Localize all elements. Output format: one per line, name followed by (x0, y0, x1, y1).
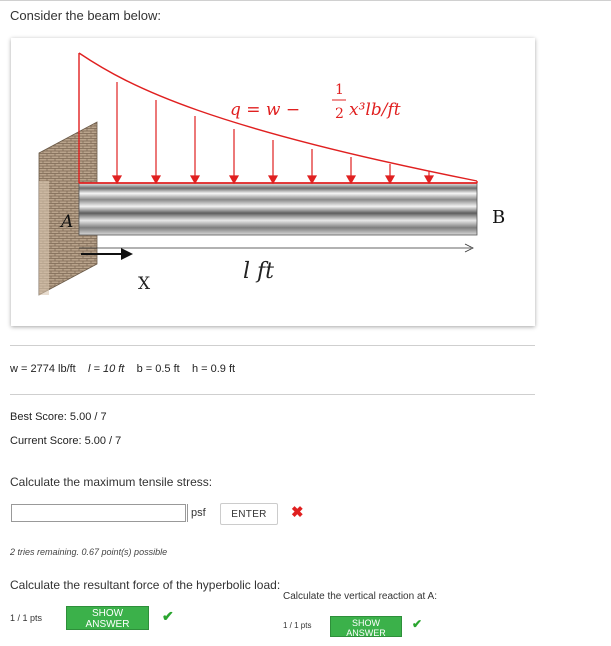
svg-text:x³lb/ft: x³lb/ft (349, 100, 401, 120)
divider (10, 345, 535, 346)
enter-button[interactable]: ENTER (220, 503, 278, 525)
show-answer-button-resultant[interactable]: SHOW ANSWER (66, 606, 149, 630)
correct-check-icon: ✔ (162, 608, 174, 624)
beam-figure (11, 38, 535, 326)
beam (79, 183, 477, 235)
tensile-stress-input[interactable] (11, 504, 186, 522)
x-label: X (138, 274, 151, 294)
svg-text:2: 2 (335, 106, 344, 122)
question-resultant-points: 1 / 1 pts (10, 613, 43, 623)
question-max-tensile-stress: Calculate the maximum tensile stress: (10, 475, 213, 489)
point-b-label: B (492, 207, 506, 228)
intro-text: Consider the beam below: (10, 8, 162, 23)
tries-remaining: 2 tries remaining. 0.67 point(s) possible (10, 547, 168, 557)
x-axis-arrow (81, 248, 151, 294)
svg-text:1: 1 (335, 82, 344, 98)
point-a-label: A (61, 212, 74, 232)
param-w: w = 2774 lb/ft (10, 363, 76, 375)
svg-text:q = w −: q = w − (230, 100, 301, 120)
length-label: l ft (243, 259, 275, 284)
show-answer-button-reaction[interactable]: SHOW ANSWER (330, 616, 402, 637)
parameters (10, 363, 235, 375)
divider (10, 394, 535, 395)
top-divider (0, 0, 611, 1)
unit-label: psf (191, 507, 206, 519)
param-l: l = 10 ft (87, 363, 125, 375)
best-score: Best Score: 5.00 / 7 (10, 411, 107, 423)
param-b: b = 0.5 ft (136, 363, 180, 375)
question-vertical-reaction: Calculate the vertical reaction at A: (283, 591, 437, 602)
param-h: h = 0.9 ft (191, 363, 236, 375)
load-arrows (113, 82, 433, 183)
current-score: Current Score: 5.00 / 7 (10, 435, 122, 447)
load-formula (230, 82, 401, 122)
beam-diagram (11, 38, 535, 326)
unit-separator (187, 504, 188, 522)
question-resultant-force: Calculate the resultant force of the hyperbolic load: (10, 578, 281, 592)
incorrect-icon: ✖ (291, 504, 304, 521)
correct-check-icon: ✔ (412, 617, 423, 631)
question-reaction-points: 1 / 1 pts (283, 621, 312, 630)
